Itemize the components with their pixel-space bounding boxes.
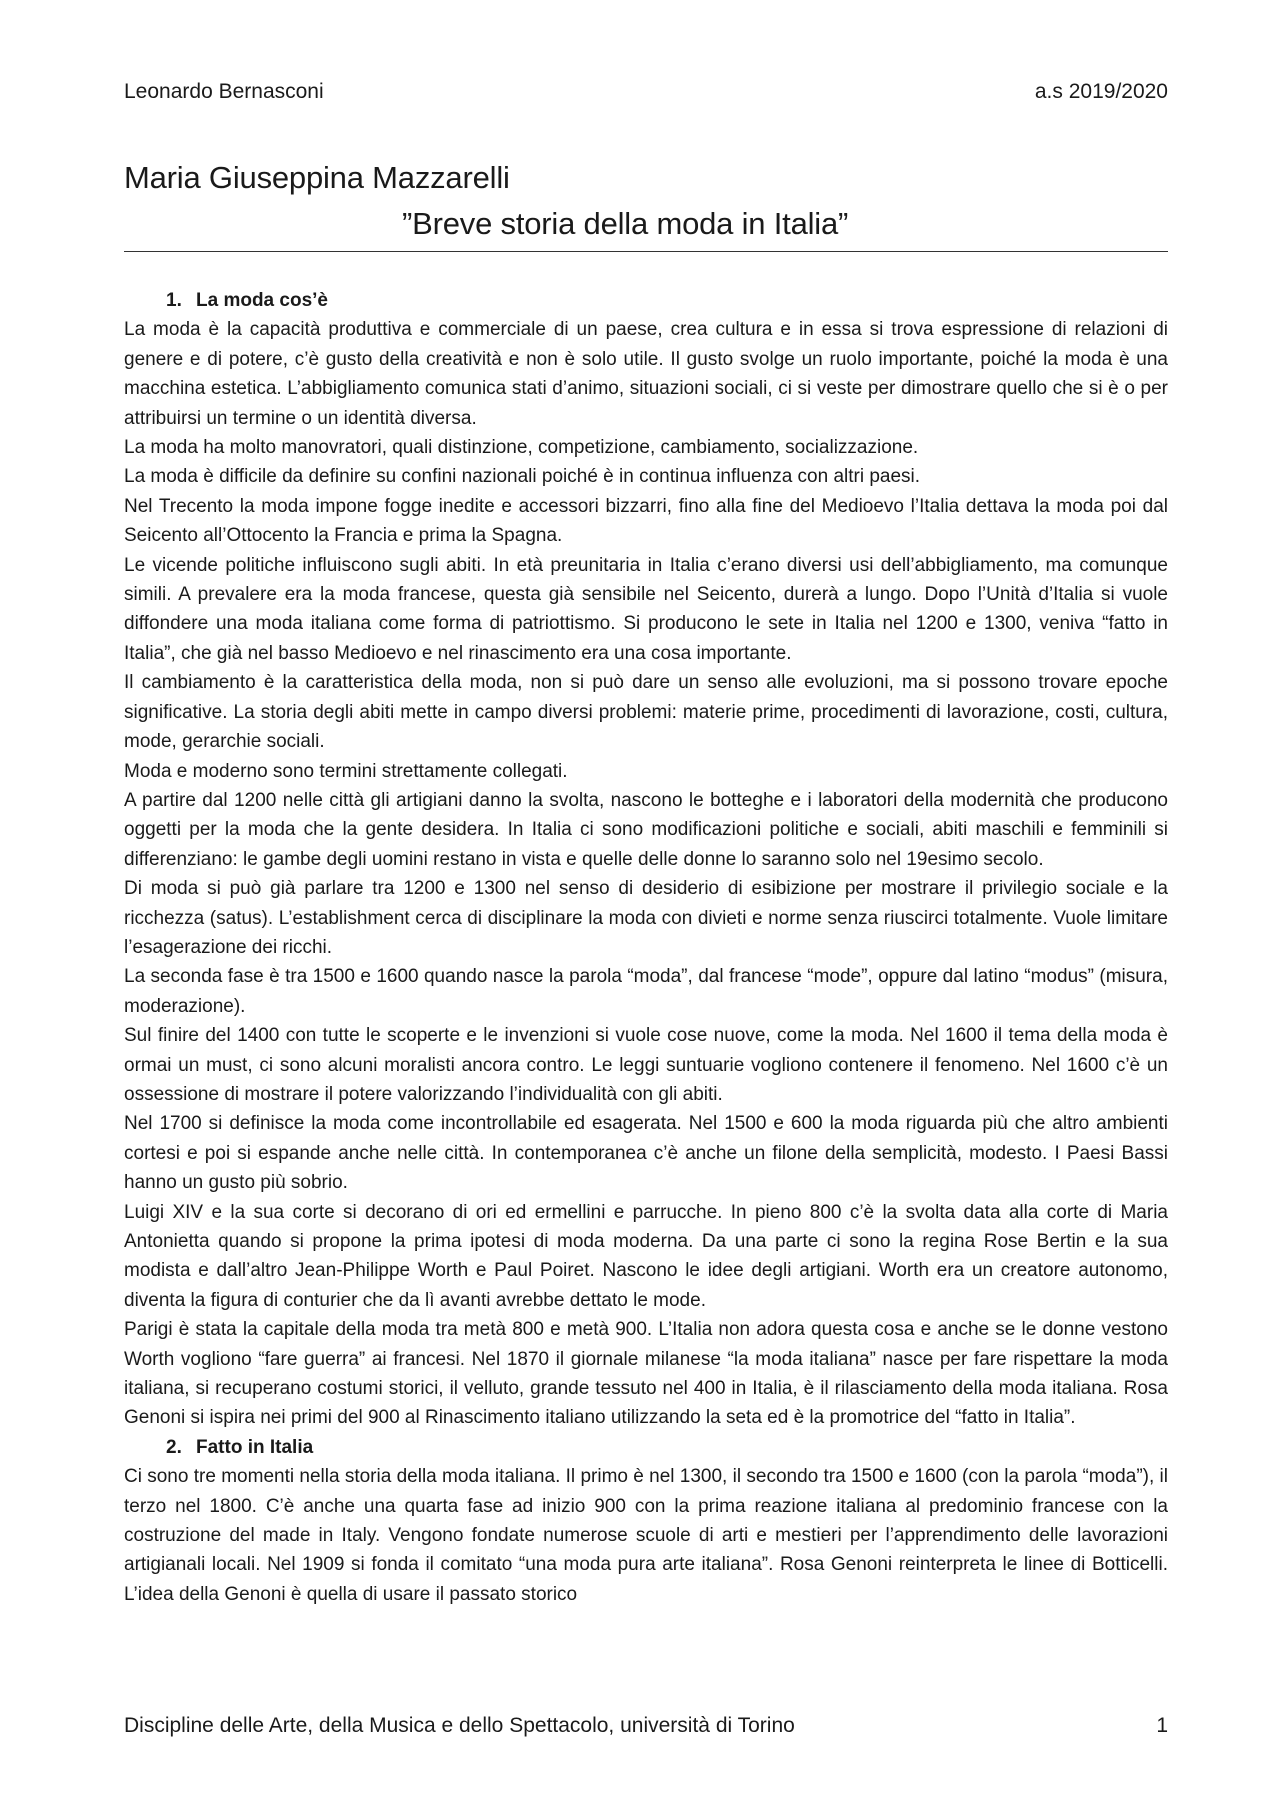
page-number: 1 xyxy=(1156,1714,1168,1737)
paragraph: Moda e moderno sono termini strettamente collegati. xyxy=(124,760,568,782)
paragraph: La moda è la capacità produttiva e commerciale di un paese, crea cultura e in essa si trova espressione di relazioni di genere e di potere, c’è gusto della creatività e non è solo utile. Il gusto svolge un ruolo importante, poiché la moda è una macchina estetica. L’abbigliamento comunica stati d’animo, situazioni sociali, ci si veste per dimostrare quello che si è o per attribuirsi un termine o un identità diversa. xyxy=(124,319,1168,429)
paragraph: Ci sono tre momenti nella storia della moda italiana. Il primo è nel 1300, il secondo tra 1500 e 1600 (con la parola “moda”), il terzo nel 1800. C’è anche una quarta fase ad inizio 900 con la prima reazione italiana al predominio francese con la costruzione del made in Italy. Vengono fondate numerose scuole di arti e mestieri per l’apprendimento delle lavorazioni artigianali locali. Nel 1909 si fonda il comitato “una moda pura arte italiana”. Rosa Genoni reinterpreta le linee di Botticelli. L’idea della Genoni è quella di usare il passato storico xyxy=(124,1466,1168,1605)
section-number: 1. xyxy=(166,290,182,311)
section-title: Fatto in Italia xyxy=(196,1436,314,1458)
section-heading xyxy=(166,1433,1168,1462)
school-year: a.s 2019/2020 xyxy=(1034,80,1168,103)
paragraph: Parigi è stata la capitale della moda tra metà 800 e metà 900. L’Italia non adora questa cosa e anche se le donne vestono Worth vogliono “fare guerra” ai francesi. Nel 1870 il giornale milanese “la moda italiana” nasce per fare rispettare la moda italiana, si recuperano costumi storici, il velluto, grande tessuto nel 400 in Italia, è il rilasciamento della moda italiana. Rosa Genoni si ispira nei primi del 900 al Rinascimento italiano utilizzando la seta ed è la promotrice del “fatto in Italia”. xyxy=(124,1319,1168,1429)
paragraph: Sul finire del 1400 con tutte le scoperte e le invenzioni si vuole cose nuove, come la moda. Nel 1600 il tema della moda è ormai un must, ci sono alcuni moralisti ancora contro. Le leggi suntuarie vogliono contenere il fenomeno. Nel 1600 c’è un ossessione di mostrare il potere valorizzando l’individualità con gli abiti. xyxy=(124,1025,1168,1105)
section-heading xyxy=(166,286,1168,315)
paragraph: Le vicende politiche influiscono sugli abiti. In età preunitaria in Italia c’erano diversi usi dell’abbigliamento, ma comunque simili. A prevalere era la moda francese, questa già sensibile nel Seicento, durerà a lungo. Dopo l’Unità d’Italia si vuole diffondere una moda italiana come forma di patriottismo. Si producono le sete in Italia nel 1200 e 1300, veniva “fatto in Italia”, che già nel basso Medioevo e nel rinascimento era una cosa importante. xyxy=(124,554,1168,664)
paragraph: La moda è difficile da definire su confini nazionali poiché è in continua influenza con altri paesi. xyxy=(124,466,921,488)
paragraph: La moda ha molto manovratori, quali distinzione, competizione, cambiamento, socializzazione. xyxy=(124,437,919,459)
paragraph: Il cambiamento è la caratteristica della moda, non si può dare un senso alle evoluzioni, ma si possono trovare epoche significative. La storia degli abiti mette in campo diversi problemi: materie prime, procedimenti di lavorazione, costi, cultura, mode, gerarchie sociali. xyxy=(124,672,1168,753)
paragraph: Nel Trecento la moda impone fogge inedite e accessori bizzarri, fino alla fine del Medioevo l’Italia dettava la moda poi dal Seicento all’Ottocento la Francia e prima la Spagna. xyxy=(124,495,1168,547)
paragraph: Di moda si può già parlare tra 1200 e 1300 nel senso di desiderio di esibizione per mostrare il privilegio sociale e la ricchezza (satus). L’establishment cerca di disciplinare la moda con divieti e norme senza riuscirci totalmente. Vuole limitare l’esagerazione dei ricchi. xyxy=(124,878,1168,958)
book-title: ”Breve storia della moda in Italia” xyxy=(402,206,849,241)
paragraph: La seconda fase è tra 1500 e 1600 quando nasce la parola “moda”, dal francese “mode”, oppure dal latino “modus” (misura, moderazione). xyxy=(124,966,1168,1017)
section-number: 2. xyxy=(166,1436,182,1458)
student-name: Leonardo Bernasconi xyxy=(124,80,324,103)
document-body xyxy=(124,286,1168,1609)
page-footer xyxy=(124,1714,1168,1738)
section-title: La moda cos’è xyxy=(196,290,328,311)
paragraph: A partire dal 1200 nelle città gli artigiani danno la svolta, nascono le botteghe e i laboratori della modernità che producono oggetti per la moda che la gente desidera. In Italia ci sono modificazioni politiche e sociali, abiti maschili e femminili si differenziano: le gambe degli uomini restano in vista e quelle delle donne lo saranno solo nel 19esimo secolo. xyxy=(124,789,1168,870)
paragraph: Luigi XIV e la sua corte si decorano di ori ed ermellini e parrucche. In pieno 800 c’è la svolta data alla corte di Maria Antonietta quando si propone la prima ipotesi di moda moderna. Da una parte ci sono la regina Rose Bertin e la sua modista e dall’altro Jean-Philippe Worth e Paul Poiret. Nascono le idee degli artigiani. Worth era un creatore autonomo, diventa la figura di conturier che da lì avanti avrebbe dettato le mode. xyxy=(124,1201,1168,1311)
course-name: Discipline delle Arte, della Musica e dello Spettacolo, università di Torino xyxy=(124,1714,795,1737)
title-divider xyxy=(124,251,1168,252)
paragraph: Nel 1700 si definisce la moda come incontrollabile ed esagerata. Nel 1500 e 600 la moda riguarda più che altro ambienti cortesi e poi si espande anche nelle città. In contemporanea c’è anche un filone della semplicità, modesto. I Paesi Bassi hanno un gusto più sobrio. xyxy=(124,1113,1168,1194)
book-author: Maria Giuseppina Mazzarelli xyxy=(124,160,510,195)
page-header xyxy=(124,80,1168,110)
